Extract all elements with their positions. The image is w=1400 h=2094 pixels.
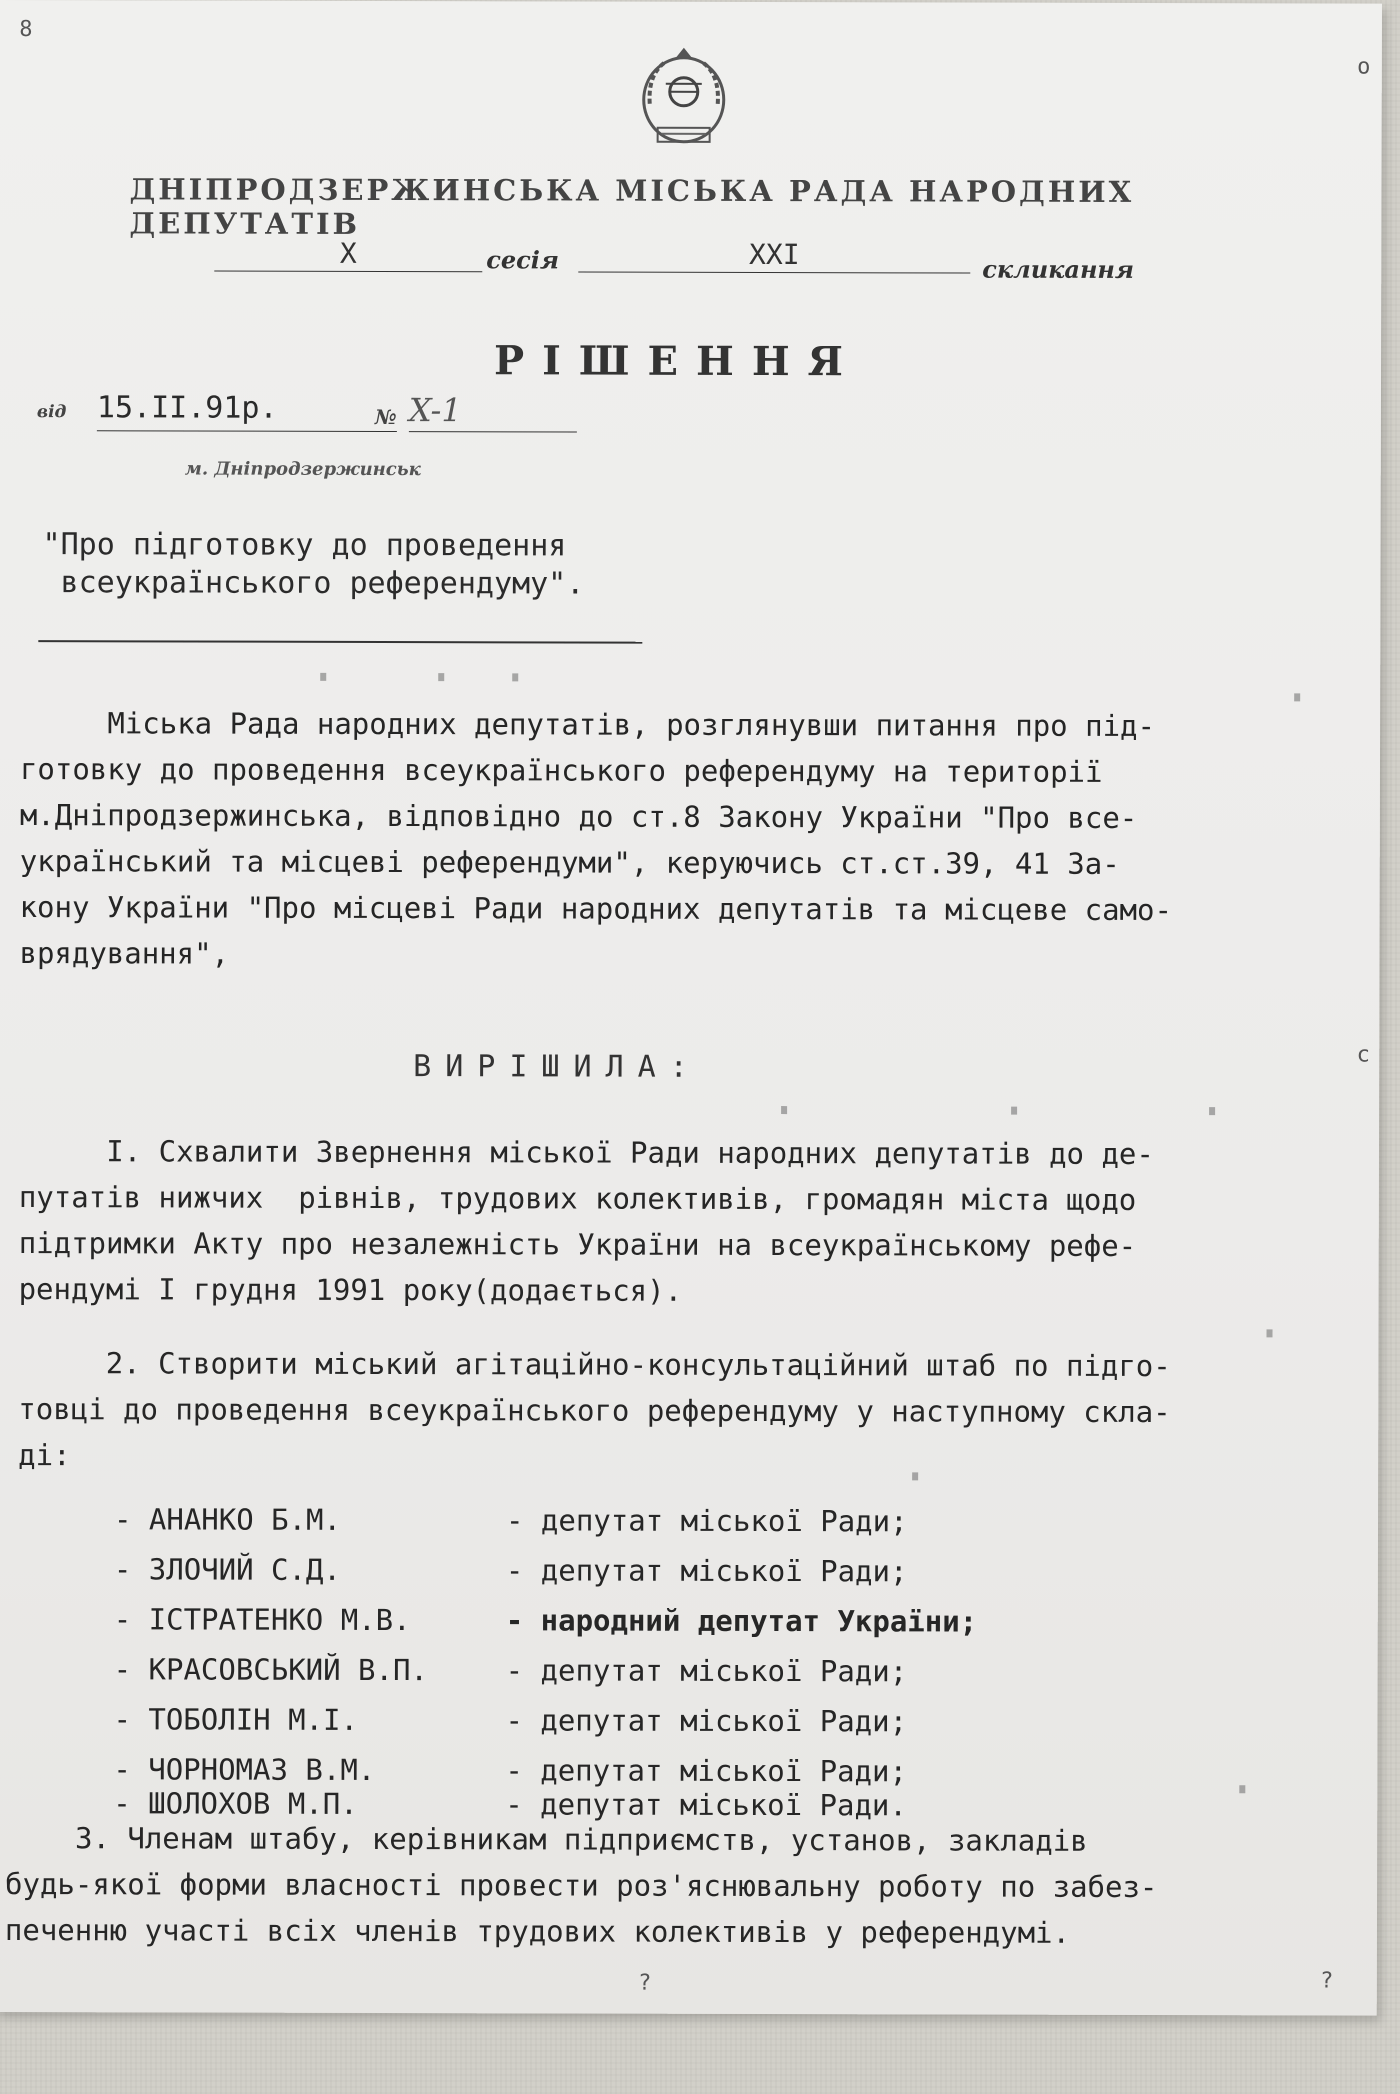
convocation-number: XXI — [578, 238, 970, 274]
member-row — [113, 1702, 1113, 1755]
session-label: сесія — [486, 245, 560, 275]
member-name: - ТОБОЛІН М.І. — [113, 1702, 358, 1737]
date-prefix: від — [36, 402, 67, 423]
pin-icon: ? — [1320, 1968, 1334, 1994]
document-title: РІШЕННЯ — [493, 337, 861, 386]
ink-speck — [912, 1472, 918, 1480]
subject-underline — [38, 640, 642, 644]
decision-subject: "Про підготовку до проведення всеукраїнського референдуму". — [42, 527, 585, 602]
pin-icon: c — [1356, 1042, 1370, 1068]
member-role: - депутат міської Ради; — [505, 1503, 908, 1539]
ink-speck — [1239, 1785, 1245, 1793]
pin-icon: o — [1357, 54, 1371, 80]
ink-speck — [1011, 1107, 1017, 1115]
convocation-label: скликання — [982, 254, 1135, 284]
state-emblem-icon — [636, 44, 732, 148]
member-row — [114, 1652, 1114, 1705]
ink-speck — [512, 673, 518, 681]
session-line — [214, 236, 1174, 284]
number-prefix: № — [374, 404, 397, 430]
member-name: - ШОЛОХОВ М.П. — [113, 1786, 358, 1821]
staff-members-list — [113, 1502, 1114, 1839]
decision-number: X-1 — [409, 391, 577, 432]
member-name: - ЗЛОЧИЙ С.Д. — [113, 1552, 341, 1587]
council-header: ДНІПРОДЗЕРЖИНСЬКА МІСЬКА РАДА НАРОДНИХ ДЕПУТАТІВ — [129, 172, 1135, 241]
date-number-line — [37, 390, 577, 437]
ink-speck — [1294, 693, 1300, 701]
city-label: м. Дніпродзержинськ — [184, 458, 421, 481]
item-2-paragraph: 2. Створити міський агітаційно-консультаційний штаб по підго- товці до проведення всеукраїнського референдуму у наступному скла- ді: — [18, 1346, 1171, 1473]
item-3-paragraph: 3. Членам штабу, керівникам підприємств, установ, закладів будь-якої форми власності провести роз'яснювальну роботу по забез- печенню участі всіх членів трудових колективів у референдумі. — [4, 1821, 1158, 1950]
member-role: - депутат міської Ради. — [505, 1787, 907, 1823]
item-1-paragraph: І. Схвалити Звернення міської Ради народних депутатів до де- путатів нижчих рівнів, трудових колективів, громадян міста щодо підтримки Акту про незалежність України на всеукраїнському рефе- рендумі І грудня 1991 року(додається). — [18, 1134, 1154, 1308]
member-role: - депутат міської Ради; — [505, 1753, 907, 1789]
ink-speck — [1267, 1329, 1273, 1337]
member-role: - депутат міської Ради; — [505, 1703, 908, 1739]
member-row — [114, 1552, 1114, 1605]
ink-speck — [320, 673, 326, 681]
ink-speck — [781, 1106, 787, 1114]
pin-icon: 8 — [19, 17, 33, 43]
member-name: - ЧОРНОМАЗ В.М. — [113, 1752, 376, 1787]
preamble-paragraph: Міська Рада народних депутатів, розглянувши питання про під- готовку до проведення всеукраїнського референдуму на території м.Дніпродзержинська, відповідно до ст.8 Закону України "Про все- український та місцеві референдуми", керуючись ст.ст.39, 41 За- кону України "Про місцеві Ради народних депутатів та місцеве само- врядування", — [19, 706, 1172, 971]
member-role: - депутат міської Ради; — [505, 1553, 908, 1589]
ink-speck — [438, 673, 444, 681]
pin-icon: ? — [638, 1970, 652, 1996]
session-number: X — [214, 237, 482, 273]
ink-speck — [1209, 1107, 1215, 1115]
resolved-heading: ВИРІШИЛА: — [413, 1049, 702, 1085]
member-name: - ІСТРАТЕНКО М.В. — [113, 1602, 411, 1638]
member-row — [113, 1752, 1113, 1789]
decision-date: 15.II.91р. — [97, 390, 397, 432]
member-role: - депутат міської Ради; — [505, 1653, 908, 1689]
member-row — [114, 1502, 1114, 1555]
member-name: - АНАНКО Б.М. — [113, 1502, 342, 1537]
member-row — [114, 1602, 1114, 1655]
member-name: - КРАСОВСЬКИЙ В.П. — [113, 1652, 428, 1688]
member-role: - народний депутат України; — [505, 1603, 978, 1639]
